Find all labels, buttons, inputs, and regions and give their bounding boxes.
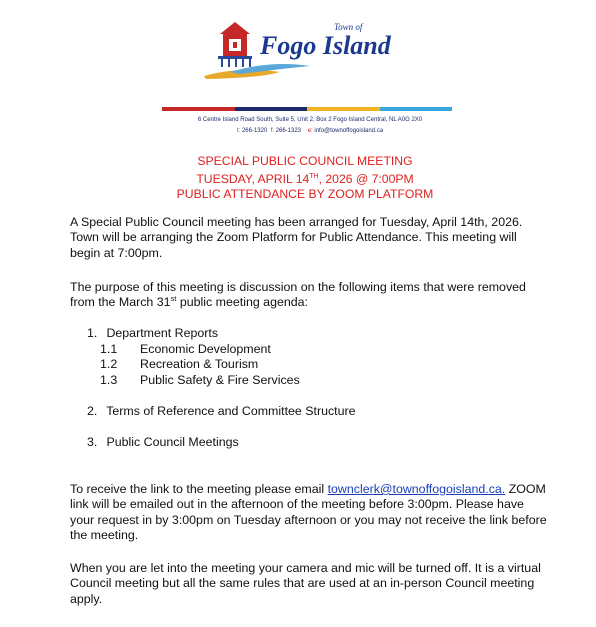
agenda-item-1	[87, 326, 218, 341]
stage-icon	[218, 56, 252, 67]
agenda-item-label: Department Reports	[106, 326, 219, 340]
agenda-item-3	[87, 435, 239, 450]
tel-label: t:	[236, 128, 241, 134]
heading-line-3: PUBLIC ATTENDANCE BY ZOOM PLATFORM	[176, 187, 434, 202]
heading-line-2	[70, 169, 540, 187]
heading-time: , 2026 @ 7:00PM	[318, 172, 414, 187]
subitem-label: Public Safety & Fire Services	[140, 373, 300, 387]
agenda-subitem	[100, 357, 258, 372]
agenda-item-2	[87, 404, 356, 419]
heading-date: TUESDAY, APRIL 14	[196, 172, 310, 187]
purpose-text-end: public meeting agenda:	[176, 295, 308, 310]
fax-label: f:	[270, 128, 274, 134]
logo-small-text: Town of	[334, 22, 363, 32]
color-segment-red	[162, 107, 235, 111]
heading-date-suffix: TH	[309, 173, 319, 180]
ordinal-suffix: st	[170, 294, 177, 304]
logo-graphic	[200, 14, 420, 86]
agenda-item-label: Terms of Reference and Committee Structure	[106, 404, 356, 418]
logo-name: Fogo Island	[260, 31, 391, 60]
letterhead-contact	[160, 128, 460, 134]
email-label: e:	[307, 128, 313, 134]
letterhead-color-bar	[162, 107, 452, 111]
subitem-label: Economic Development	[140, 342, 271, 356]
heading-line-1: SPECIAL PUBLIC COUNCIL MEETING	[197, 154, 413, 168]
letterhead-address: 6 Centre Island Road South, Suite 5, Unit 2, Box 2 Fogo Island Central, NL A0G 2X0	[197, 117, 423, 123]
subitem-number: 1.3	[100, 373, 118, 387]
intro-paragraph: A Special Public Council meeting has been arranged for Tuesday, April 14th, 2026. Town will be arranging the Zoom Platform for Public Attendance. This meeting will begin at 7:00pm.	[70, 215, 523, 260]
purpose-paragraph	[70, 280, 550, 311]
town-clerk-email-link[interactable]: townclerk@townoffogoisland.ca.	[327, 482, 506, 496]
agenda-item-label: Public Council Meetings	[106, 435, 239, 449]
house-icon	[220, 22, 250, 56]
meeting-rules-paragraph: When you are let into the meeting your camera and mic will be turned off. It is a virtual Council meeting but all the same rules that are used at an in-person Council meeting apply.	[70, 561, 541, 606]
zoom-link-paragraph	[70, 482, 550, 544]
fax-number: 266-1323	[275, 128, 302, 134]
tel-number: 266-1320	[241, 128, 268, 134]
agenda-item-number: 3.	[87, 435, 98, 449]
subitem-number: 1.1	[100, 342, 118, 356]
agenda-subitem	[100, 373, 300, 388]
letterhead-email: info@townoffogoisland.ca	[314, 128, 384, 134]
agenda-item-number: 2.	[87, 404, 98, 418]
agenda-subitem	[100, 342, 271, 357]
color-segment-navy	[235, 107, 308, 111]
subitem-label: Recreation & Tourism	[140, 357, 259, 371]
color-segment-gold	[307, 107, 380, 111]
zoom-link-text-end: ZOOM link will be emailed out in the afternoon of the meeting before 3:00pm. Please have your request in by 3:00pm on Tuesday afternoon or you may not receive the link before the meeting.	[70, 482, 547, 543]
zoom-link-text: To receive the link to the meeting please email	[70, 482, 328, 496]
subitem-number: 1.2	[100, 357, 118, 371]
wave-icon	[204, 64, 310, 79]
town-logo	[200, 14, 420, 86]
purpose-text: The purpose of this meeting is discussion on the following items that were removed from the March 31	[70, 280, 526, 310]
color-segment-blue	[380, 107, 453, 111]
agenda-item-number: 1.	[87, 326, 98, 340]
meeting-heading	[70, 154, 540, 202]
